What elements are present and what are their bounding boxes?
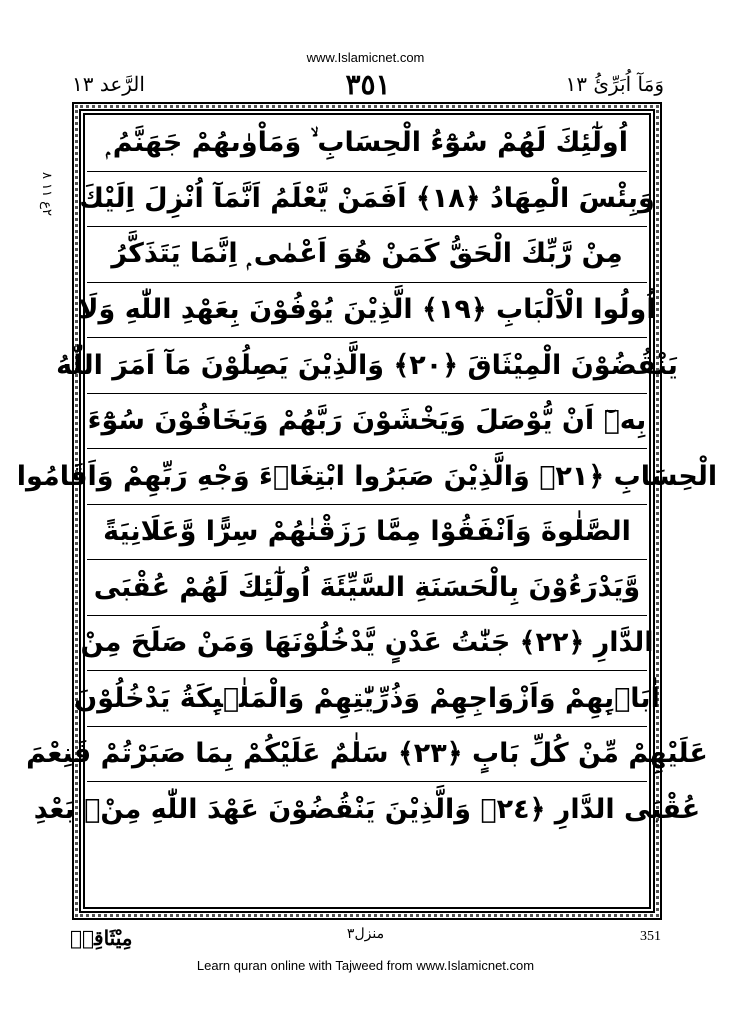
catchword: مِيْثَاقِهٖ xyxy=(70,926,133,950)
manzil-label: منزل٣ xyxy=(346,926,385,942)
text-line: عُقْبَى الدَّارِ ﴿٢٤﴾ وَالَّذِيْنَ يَنْقُضُوْنَ عَهْدَ اللّٰهِ مِنْۢ بَعْدِ xyxy=(33,794,701,826)
text-line: اُولٰٓئِكَ لَهُمْ سُوْٓءُ الْحِسَابِ ۙ وَمَاْوٰىهُمْ جَهَنَّمُ ۭ xyxy=(87,116,647,172)
bottom-website-url: Learn quran online with Tajweed from www.Islamicnet.com xyxy=(196,958,535,973)
text-line: الدَّارِ ﴿٢٢﴾ جَنّٰتُ عَدْنٍ يَّدْخُلُوْنَهَا وَمَنْ صَلَحَ مِنْ xyxy=(87,616,647,672)
text-line: يَنْقُضُوْنَ الْمِيْثَاقَ ﴿٢٠﴾ وَالَّذِيْنَ يَصِلُوْنَ مَآ اَمَرَ اللّٰهُ xyxy=(87,338,647,394)
page-number-latin: 351 xyxy=(640,929,661,944)
text-line: بِهٖٓ اَنْ يُّوْصَلَ وَيَخْشَوْنَ رَبَّهُمْ وَيَخَافُوْنَ سُوْٓءَ xyxy=(87,394,647,450)
text-line: اٰبَاۗىِٕهِمْ وَاَزْوَاجِهِمْ وَذُرِّيّٰتِهِمْ وَالْمَلٰۗىِٕكَةُ يَدْخُلُوْنَ xyxy=(87,671,647,727)
text-line: الْحِسَابِ ﴿٢١﴾ وَالَّذِيْنَ صَبَرُوا ابْتِغَاۗءَ وَجْهِ رَبِّهِمْ وَاَقَامُوا xyxy=(87,449,647,505)
text-line: عَلَيْهِمْ مِّنْ كُلِّ بَابٍ ﴿٢٣﴾ سَلٰمٌ عَلَيْكُمْ بِمَا صَبَرْتُمْ فَنِعْمَ xyxy=(87,727,647,783)
page-header xyxy=(72,70,664,104)
text-line: وَّيَدْرَءُوْنَ بِالْحَسَنَةِ السَّيِّئَةَ اُولٰٓئِكَ لَهُمْ عُقْبَى xyxy=(87,560,647,616)
ruku-margin-note: ٢ع ١١ ٨ xyxy=(39,172,54,216)
top-website-url: www.Islamicnet.com xyxy=(306,50,425,65)
page-number-arabic: ٣٥١ xyxy=(345,68,391,101)
juz-name: وَمَآ اُبَرِّئُ ١٣ xyxy=(565,72,664,96)
text-line: وَبِئْسَ الْمِهَادُ ﴿١٨﴾ اَفَمَنْ يَّعْلَمُ اَنَّمَآ اُنْزِلَ اِلَيْكَ xyxy=(87,172,647,228)
surah-name: الرَّعد ١٣ xyxy=(72,72,145,96)
text-line: مِنْ رَّبِّكَ الْحَقُّ كَمَنْ هُوَ اَعْمٰى ۭ اِنَّمَا يَتَذَكَّرُ xyxy=(87,227,647,283)
text-line: اُولُوا الْاَلْبَابِ ﴿١٩﴾ الَّذِيْنَ يُوْفُوْنَ بِعَهْدِ اللّٰهِ وَلَا xyxy=(87,283,647,339)
text-line: الصَّلٰوةَ وَاَنْفَقُوْا مِمَّا رَزَقْنٰهُمْ سِرًّا وَّعَلَانِيَةً xyxy=(87,505,647,561)
